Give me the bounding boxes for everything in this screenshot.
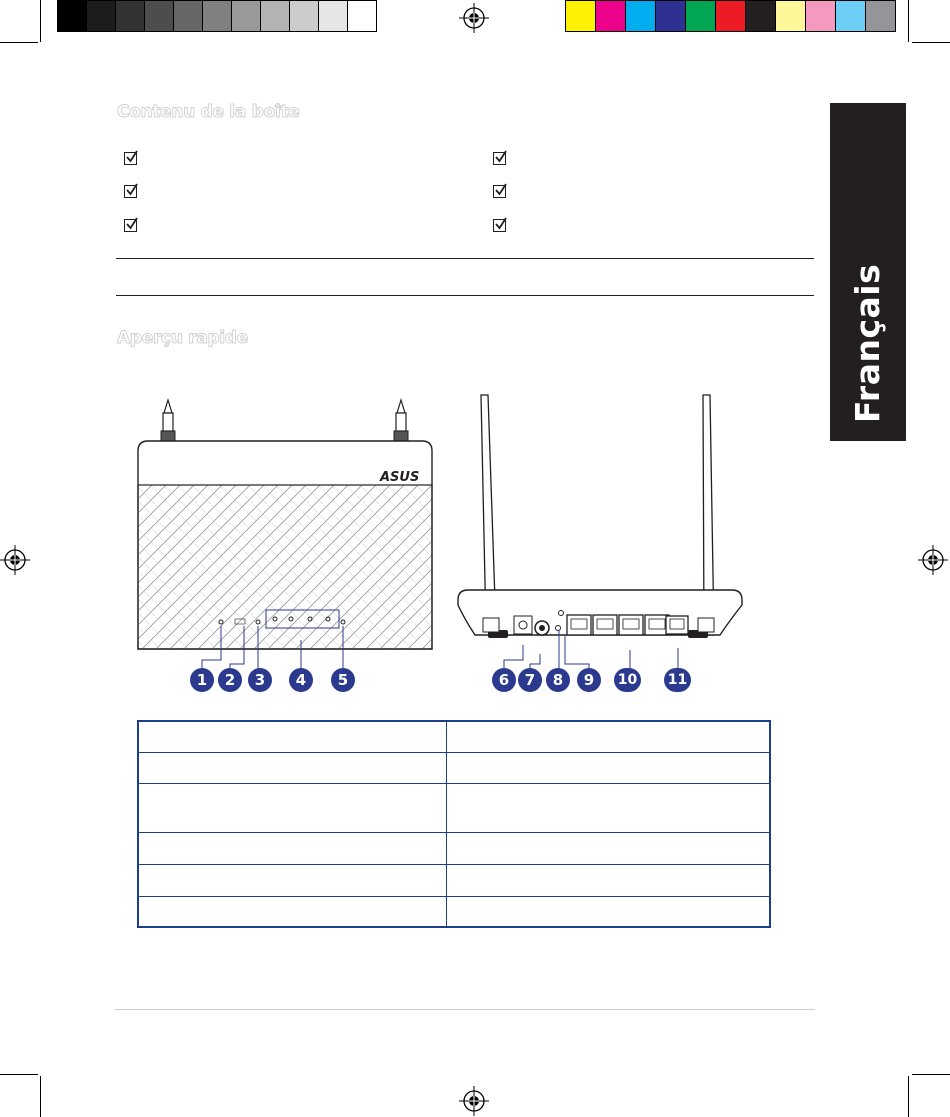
swatch (806, 1, 836, 31)
wps-button-icon (559, 611, 564, 616)
crop-mark (0, 42, 38, 43)
footer-divider (115, 1009, 815, 1010)
callout-badge: 2 (218, 668, 242, 692)
swatch (656, 1, 686, 31)
table-row-divider (139, 783, 769, 784)
callout-badge: 8 (546, 668, 570, 692)
crop-mark (0, 1074, 38, 1075)
swatch (87, 1, 116, 31)
divider (116, 258, 814, 259)
callout-badge: 10 (614, 668, 641, 692)
swatch (290, 1, 319, 31)
swatch (203, 1, 232, 31)
registration-mark-icon (459, 3, 489, 33)
swatch (596, 1, 626, 31)
callout-badge: 11 (664, 668, 691, 692)
asus-logo: ASUS (380, 470, 420, 485)
callout-badge: 5 (331, 668, 355, 692)
crop-mark (908, 1076, 909, 1117)
swatch (261, 1, 290, 31)
crop-mark (40, 0, 41, 42)
registration-mark-icon (918, 545, 948, 575)
swatch (686, 1, 716, 31)
checkbox-icon (493, 219, 506, 232)
divider (116, 295, 814, 296)
swatch (319, 1, 348, 31)
checkbox-icon (124, 219, 137, 232)
swatch (145, 1, 174, 31)
callout-badge: 6 (492, 668, 516, 692)
language-tab (830, 103, 906, 441)
swatch (232, 1, 261, 31)
quick-overview-title: Aperçu rapide (117, 328, 248, 348)
callout-badge: 3 (248, 668, 272, 692)
box-contents-title: Contenu de la boîte (117, 102, 300, 122)
callout-badge: 4 (289, 668, 313, 692)
swatch (836, 1, 866, 31)
swatch (348, 1, 376, 31)
crop-mark (912, 1074, 950, 1075)
swatch (626, 1, 656, 31)
callout-badge: 1 (190, 668, 214, 692)
swatch (866, 1, 895, 31)
language-tab-label: Français (848, 263, 887, 423)
checkbox-icon (493, 185, 506, 198)
table-row-divider (139, 832, 769, 833)
swatch (174, 1, 203, 31)
crop-mark (912, 42, 950, 43)
swatch (746, 1, 776, 31)
swatch (716, 1, 746, 31)
antenna-left (161, 400, 175, 441)
registration-mark-icon (0, 545, 30, 575)
table-row-divider (139, 752, 769, 753)
swatch (566, 1, 596, 31)
crop-mark (908, 0, 909, 42)
table-row-divider (139, 896, 769, 897)
grayscale-calibration-bar (57, 0, 377, 32)
callout-badge: 7 (518, 668, 542, 692)
antenna-right (394, 400, 408, 441)
callout-badge: 9 (577, 668, 601, 692)
crop-mark (40, 1076, 41, 1117)
registration-mark-icon (459, 1086, 489, 1116)
table-row-divider (139, 864, 769, 865)
feature-table (137, 720, 771, 928)
router-front-view (130, 395, 440, 655)
swatch (116, 1, 145, 31)
checkbox-icon (124, 152, 137, 165)
checkbox-icon (493, 152, 506, 165)
checkbox-icon (124, 185, 137, 198)
swatch (776, 1, 806, 31)
swatch (58, 1, 87, 31)
color-calibration-bar (565, 0, 896, 32)
